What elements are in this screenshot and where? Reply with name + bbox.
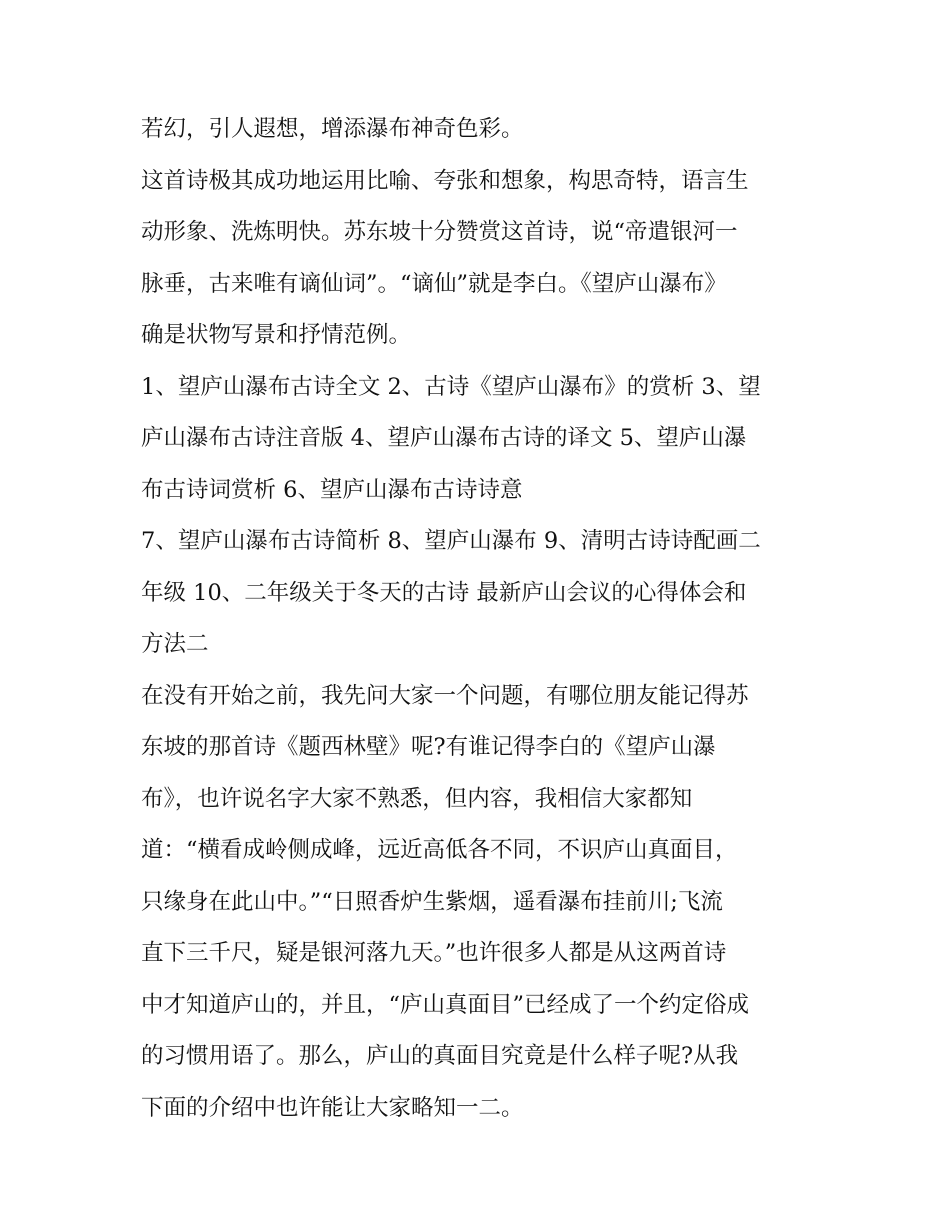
text-line: 道：“横看成岭侧成峰，远近高低各不同，不识庐山真面目，	[141, 837, 738, 863]
text-line: 布》，也许说名字大家不熟悉，但内容，我相信大家都知	[141, 785, 693, 812]
text-line: 年级 10、二年级关于冬天的古诗 最新庐山会议的心得体会和	[141, 579, 747, 606]
text-line: 确是状物写景和抒情范例。	[141, 322, 412, 348]
text-line: 方法二	[141, 631, 209, 657]
text-line: 脉垂，古来唯有谪仙词”。“谪仙”就是李白。《望庐山瀑布》	[141, 270, 727, 297]
text-line: 中才知道庐山的，并且，“庐山真面目”已经成了一个约定俗成	[141, 991, 750, 1018]
text-line: 下面的介绍中也许能让大家略知一二。	[141, 1094, 524, 1121]
document-body	[141, 104, 821, 1134]
text-line: 直下三千尺，疑是银河落九天。”也许很多人都是从这两首诗	[141, 940, 727, 966]
text-line: 庐山瀑布古诗注音版 4、望庐山瀑布古诗的译文 5、望庐山瀑	[141, 425, 747, 451]
text-line: 的习惯用语了。那么，庐山的真面目究竟是什么样子呢?从我	[141, 1043, 739, 1069]
text-line: 在没有开始之前，我先问大家一个问题，有哪位朋友能记得苏	[141, 682, 749, 709]
text-line: 动形象、洗炼明快。苏东坡十分赞赏这首诗，说“帝遣银河一	[141, 219, 738, 245]
text-line: 7、望庐山瀑布古诗简析 8、望庐山瀑布 9、清明古诗诗配画二	[141, 528, 761, 554]
text-line: 1、望庐山瀑布古诗全文 2、古诗《望庐山瀑布》的赏析 3、望	[141, 373, 761, 400]
text-line: 布古诗词赏析 6、望庐山瀑布古诗诗意	[141, 476, 523, 503]
text-line: 若幻，引人遐想，增添瀑布神奇色彩。	[141, 116, 524, 142]
text-line: 只缘身在此山中。”“日照香炉生紫烟，遥看瀑布挂前川;飞流	[141, 888, 723, 915]
text-line: 这首诗极其成功地运用比喻、夸张和想象，构思奇特，语言生	[141, 167, 749, 194]
text-line: 东坡的那首诗《题西林壁》呢?有谁记得李白的《望庐山瀑	[141, 734, 716, 760]
